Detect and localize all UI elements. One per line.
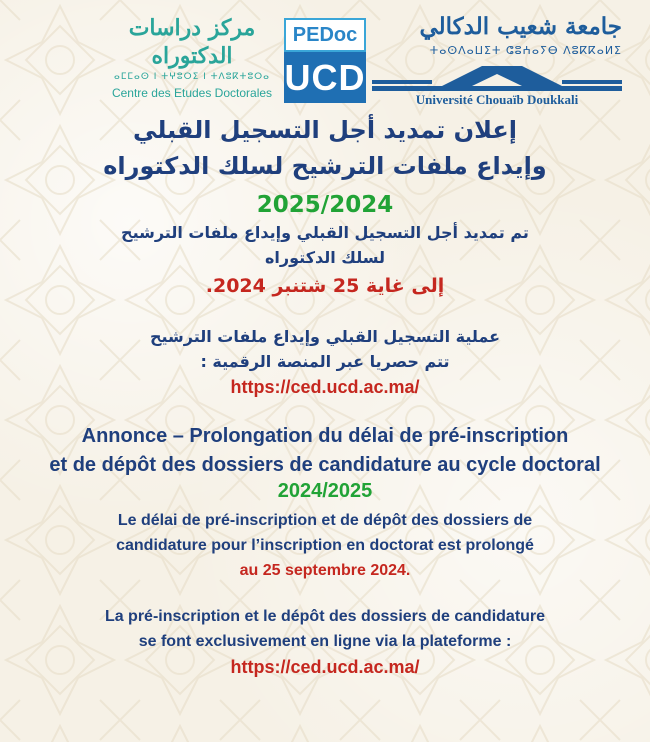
arabic-academic-year: 2025/2024 [256, 192, 394, 218]
french-title-line-1: Annonce – Prolongation du délai de pré-inscription [81, 425, 569, 447]
arabic-body-line-1: تم تمديد أجل التسجيل القبلي وإيداع ملفات الترشيح [121, 223, 529, 242]
arabic-process-line-2: تتم حصريا عبر المنصة الرقمية : [200, 352, 450, 371]
arabic-title-line-1: إعلان تمديد أجل التسجيل القبلي [133, 116, 517, 144]
french-academic-year: 2024/2025 [277, 480, 373, 502]
header [0, 0, 650, 115]
ced-tifinagh-name: ⴰⵎⵎⴰⵙ ⵏ ⵜⵖⵓⵔⵉ ⵏ ⵜⴷⵓⴽⵜⵓⵔⴰ [114, 72, 270, 82]
arabic-process-line-1: عملية التسجيل القبلي وإيداع ملفات الترشيح [149, 327, 501, 346]
french-process-line-2: se font exclusivement en ligne via la plateforme : [138, 633, 512, 650]
french-platform-link[interactable]: https://ced.ucd.ac.ma/ [230, 657, 420, 677]
ced-logo [108, 14, 276, 102]
university-emblem-icon [372, 60, 622, 92]
pedoc-label: PEDoc [284, 18, 366, 52]
french-body-line-1: Le délai de pré-inscription et de dépôt des dossiers de [117, 512, 533, 529]
announcement-content [0, 112, 650, 680]
university-arabic-name: جامعة شعيب الدكالي [419, 13, 622, 40]
ucd-label: UCD [284, 52, 366, 103]
university-logo [372, 12, 622, 110]
arabic-title-line-2: وإيداع ملفات الترشيح لسلك الدكتوراه [103, 152, 547, 180]
french-deadline: au 25 septembre 2024. [239, 562, 411, 579]
ced-arabic-name: مركز دراسات الدكتوراه [128, 15, 256, 69]
french-body-line-2: candidature pour l’inscription en doctorat est prolongé [116, 537, 534, 554]
arabic-body-line-2: لسلك الدكتوراه [264, 248, 386, 267]
university-tifinagh-name: ⵜⴰⵙⴷⴰⵡⵉⵜ ⵛⵓⵄⴰⵢⴱ ⴷⵓⴽⴽⴰⵍⵉ [429, 44, 622, 57]
arabic-deadline: إلى غاية 25 شتنبر 2024. [205, 275, 445, 297]
arabic-platform-link[interactable]: https://ced.ucd.ac.ma/ [230, 377, 420, 397]
university-french-name: Université Chouaïb Doukkali [415, 92, 579, 107]
french-title-line-2: et de dépôt des dossiers de candidature au cycle doctoral [49, 454, 601, 476]
pedoc-ucd-logo [284, 18, 366, 103]
french-process-line-1: La pré-inscription et le dépôt des dossiers de candidature [104, 608, 546, 625]
ced-french-name: Centre des Etudes Doctorales [111, 86, 273, 100]
